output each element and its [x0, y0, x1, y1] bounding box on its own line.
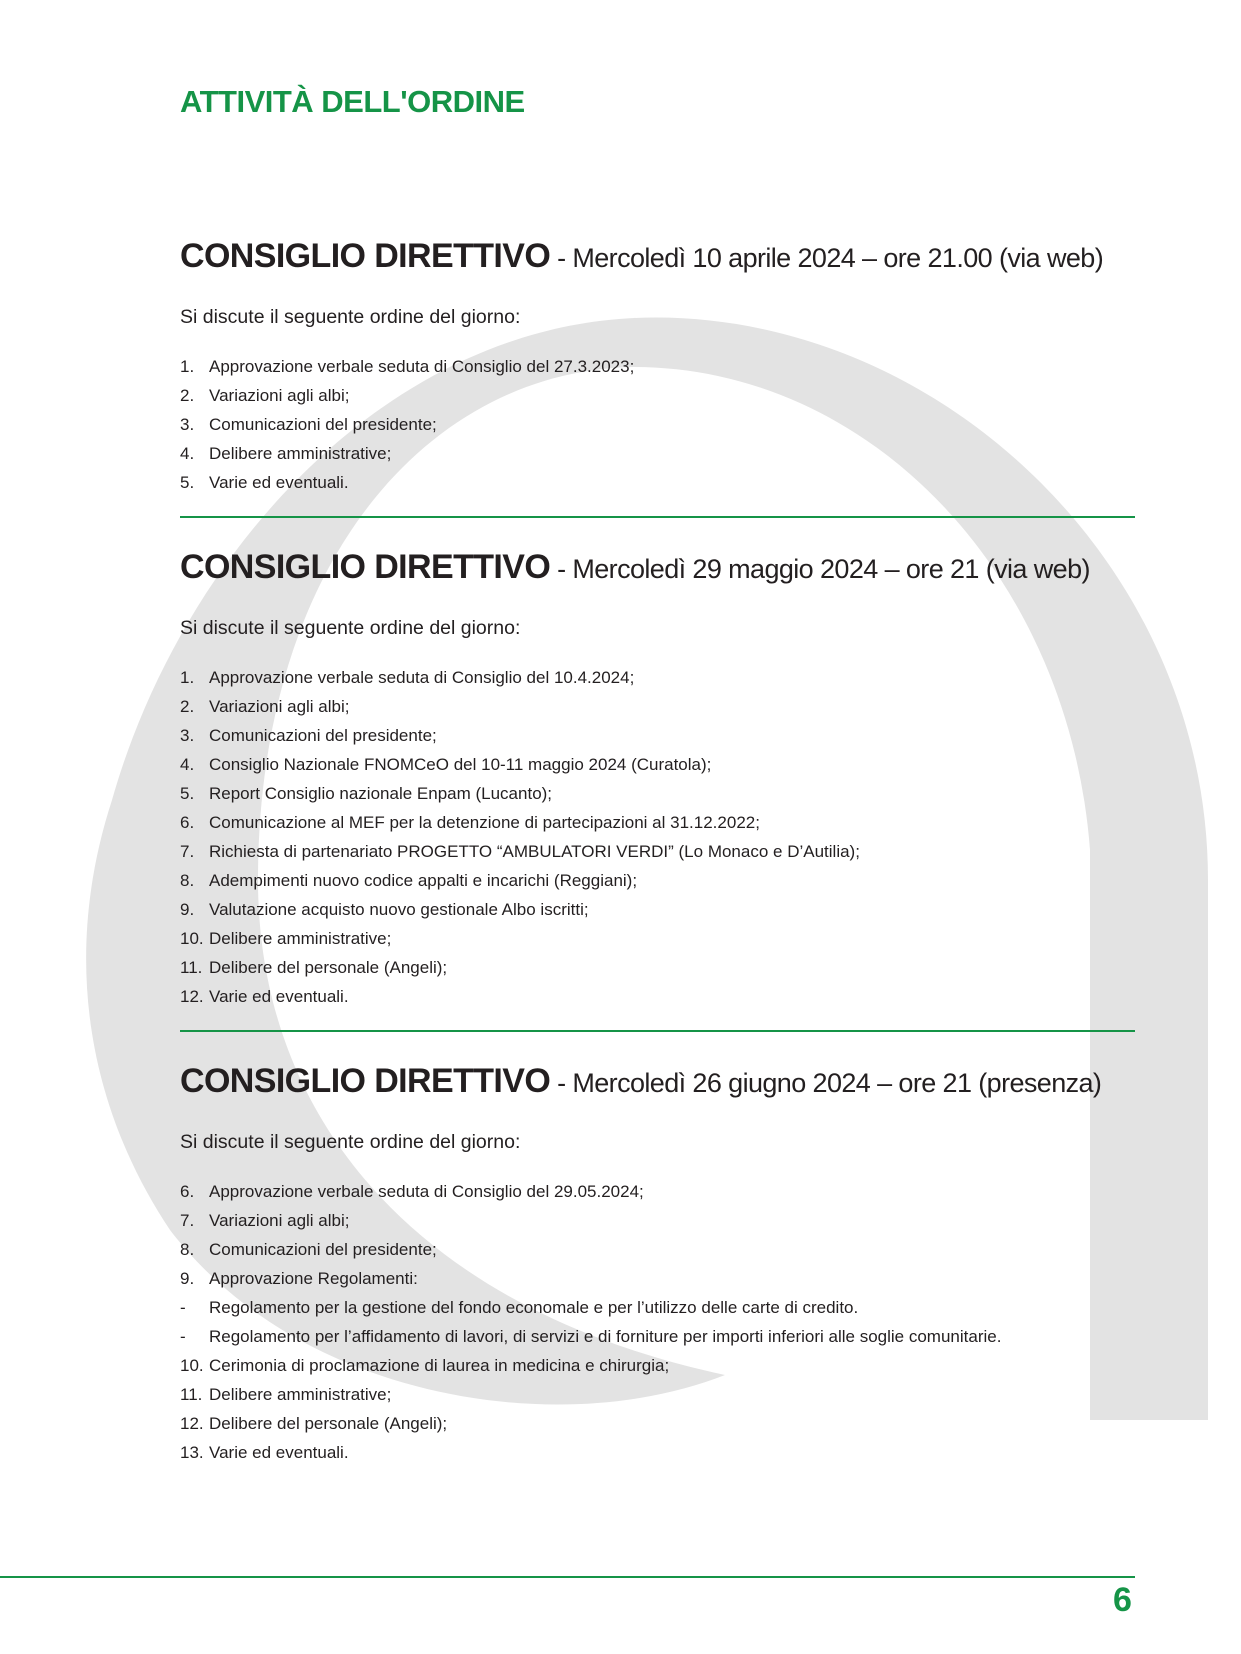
agenda-item-number: 8.	[180, 871, 195, 890]
meeting-heading	[180, 236, 1140, 280]
agenda-item-text: Varie ed eventuali.	[209, 987, 349, 1006]
agenda-item-text: Variazioni agli albi;	[209, 697, 350, 716]
agenda-item-number: 2.	[180, 697, 195, 716]
agenda-item-text: Delibere amministrative;	[209, 929, 392, 948]
agenda-item-text: Adempimenti nuovo codice appalti e incarichi (Reggiani);	[209, 871, 638, 890]
agenda-item-text: Delibere del personale (Angeli);	[209, 958, 448, 977]
agenda-item-number: 12.	[180, 1414, 204, 1433]
agenda-item-number: 5.	[180, 473, 195, 492]
agenda-item-number: 5.	[180, 784, 195, 803]
agenda-item-number: 1.	[180, 668, 195, 687]
agenda-item-text: Approvazione verbale seduta di Consiglio del 27.3.2023;	[209, 357, 635, 376]
agenda-item-text: Comunicazione al MEF per la detenzione di partecipazioni al 31.12.2022;	[209, 813, 760, 832]
agenda-item-number: 11.	[180, 958, 203, 977]
agenda-item-number: 11.	[180, 1385, 203, 1404]
agenda-item-number: -	[180, 1327, 186, 1346]
agenda-item-number: 7.	[180, 1211, 195, 1230]
section-divider	[180, 516, 1135, 518]
agenda-item-text: Richiesta di partenariato PROGETTO “AMBULATORI VERDI” (Lo Monaco e D’Autilia);	[209, 842, 860, 861]
agenda-item-text: Approvazione verbale seduta di Consiglio del 10.4.2024;	[209, 668, 635, 687]
agenda-item-text: Comunicazioni del presidente;	[209, 1240, 437, 1259]
agenda-item-number: 9.	[180, 900, 195, 919]
agenda-item-number: 10.	[180, 1356, 204, 1375]
agenda-item-text: Report Consiglio nazionale Enpam (Lucanto);	[209, 784, 553, 803]
meeting-date: - Mercoledì 29 maggio 2024 – ore 21 (via web)	[550, 554, 1090, 584]
agenda-item-text: Comunicazioni del presidente;	[209, 415, 437, 434]
agenda-item-text: Regolamento per la gestione del fondo economale e per l’utilizzo delle carte di credito.	[209, 1298, 859, 1317]
agenda-item-text: Delibere del personale (Angeli);	[209, 1414, 448, 1433]
agenda-item-number: -	[180, 1298, 186, 1317]
agenda-item-text: Delibere amministrative;	[209, 1385, 392, 1404]
page-number: 6	[1113, 1581, 1132, 1619]
agenda-item-number: 13.	[180, 1443, 204, 1462]
agenda-item-number: 6.	[180, 813, 195, 832]
agenda-item-text: Comunicazioni del presidente;	[209, 726, 437, 745]
agenda-item-text: Cerimonia di proclamazione di laurea in medicina e chirurgia;	[209, 1356, 670, 1375]
agenda-item-number: 8.	[180, 1240, 195, 1259]
meeting-heading	[180, 547, 1140, 591]
agenda-intro: Si discute il seguente ordine del giorno:	[180, 617, 521, 639]
agenda-item-text: Varie ed eventuali.	[209, 473, 349, 492]
section-divider	[180, 1030, 1135, 1032]
meeting-title: CONSIGLIO DIRETTIVO	[180, 237, 551, 275]
agenda-item-number: 12.	[180, 987, 204, 1006]
agenda-item-text: Approvazione Regolamenti:	[209, 1269, 418, 1288]
section-title: ATTIVITÀ DELL'ORDINE	[180, 84, 525, 119]
agenda-item-text: Variazioni agli albi;	[209, 386, 350, 405]
agenda-item-text: Valutazione acquisto nuovo gestionale Albo iscritti;	[209, 900, 589, 919]
agenda-item-text: Consiglio Nazionale FNOMCeO del 10-11 maggio 2024 (Curatola);	[209, 755, 712, 774]
meeting-date: - Mercoledì 26 giugno 2024 – ore 21 (presenza)	[550, 1068, 1102, 1098]
agenda-item-text: Delibere amministrative;	[209, 444, 392, 463]
meeting-3	[180, 1061, 1140, 1462]
agenda-item-number: 3.	[180, 726, 195, 745]
agenda-intro: Si discute il seguente ordine del giorno:	[180, 306, 521, 328]
agenda-item-text: Approvazione verbale seduta di Consiglio del 29.05.2024;	[209, 1182, 644, 1201]
agenda-intro: Si discute il seguente ordine del giorno:	[180, 1131, 521, 1153]
meeting-title: CONSIGLIO DIRETTIVO	[180, 548, 551, 586]
agenda-item-number: 10.	[180, 929, 204, 948]
footer-divider	[0, 1576, 1135, 1578]
agenda-item-number: 7.	[180, 842, 195, 861]
agenda-item-number: 4.	[180, 755, 195, 774]
agenda-item-number: 2.	[180, 386, 195, 405]
agenda-item-number: 3.	[180, 415, 195, 434]
agenda-item-text: Variazioni agli albi;	[209, 1211, 350, 1230]
agenda-item-number: 1.	[180, 357, 195, 376]
meeting-heading	[180, 1061, 1140, 1105]
agenda-item-text: Regolamento per l’affidamento di lavori, di servizi e di forniture per importi inferiori alle soglie comunitarie.	[209, 1327, 1002, 1346]
meeting-date: - Mercoledì 10 aprile 2024 – ore 21.00 (via web)	[550, 243, 1104, 273]
meeting-1	[180, 236, 1140, 492]
agenda-item-number: 4.	[180, 444, 195, 463]
meeting-2	[180, 547, 1140, 1006]
agenda-item-text: Varie ed eventuali.	[209, 1443, 349, 1462]
agenda-item-number: 9.	[180, 1269, 195, 1288]
agenda-item-number: 6.	[180, 1182, 195, 1201]
meeting-title: CONSIGLIO DIRETTIVO	[180, 1062, 551, 1100]
